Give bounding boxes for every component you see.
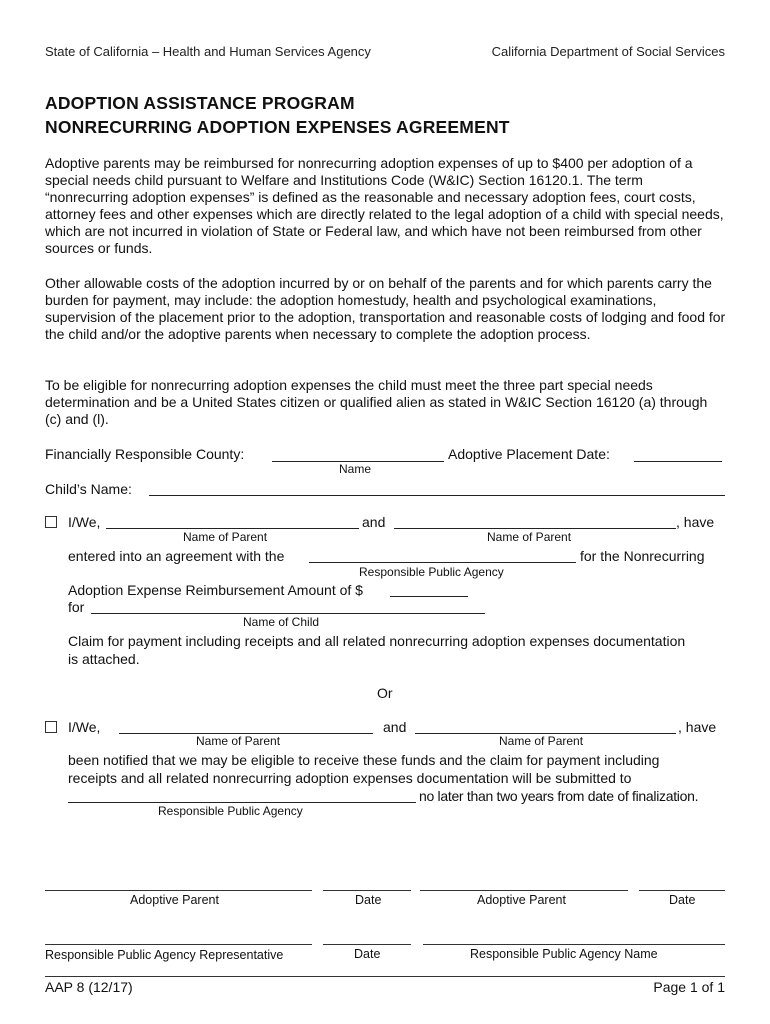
intro-paragraph: Adoptive parents may be reimbursed for nonrecurring adoption expenses of up to $400 per adoption of a special needs child pursuant to Welfare and Institutions Code (W&IC) Section 16120.1. The term “nonrecurring adoption expenses” is defined as the reasonable and necessary adoption fees, court costs, attorney fees and other expenses which are directly related to the legal adoption of a child with special needs, which are not incurred in violation of State or Federal law, and which have not been reimbursed from other sources or funds. (45, 155, 724, 256)
form-title-line2: NONRECURRING ADOPTION EXPENSES AGREEMENT (45, 117, 510, 137)
child-name-label: Child’s Name: (45, 481, 132, 497)
option1-have: , have (676, 514, 715, 530)
claim-attached-line1: Claim for payment including receipts and all related nonrecurring adoption expenses documentation (68, 633, 686, 649)
placement-date-label: Adoptive Placement Date: (448, 446, 610, 462)
allowable-costs-paragraph: Other allowable costs of the adoption incurred by or on behalf of the parents and for which parents carry the burden for payment, may include: the adoption homestudy, health and psychological examinations, supervision of the placement prior to the adoption, transportation and reasonable costs of lodging and food for the child and/or the adoptive parents when necessary to complete the adoption process. (45, 275, 726, 342)
option1-parent1-caption: Name of Parent (183, 530, 268, 544)
option2-and: and (383, 719, 407, 735)
option2-have: , have (678, 719, 717, 735)
reimbursement-amount-input[interactable] (390, 582, 468, 597)
option2-deadline: no later than two years from date of finalization. (419, 788, 699, 804)
form-title-line1: ADOPTION ASSISTANCE PROGRAM (45, 93, 355, 113)
option1-parent2-caption: Name of Parent (487, 530, 572, 544)
option1-parent2-input[interactable] (394, 514, 676, 529)
option2-text-line2: receipts and all related nonrecurring adoption expenses documentation will be submitted to (68, 770, 632, 786)
county-input[interactable] (272, 447, 444, 462)
option1-iwe: I/We, (68, 514, 101, 530)
footer-rule (45, 976, 725, 977)
page-number: Page 1 of 1 (653, 979, 725, 995)
option2-iwe: I/We, (68, 719, 101, 735)
adoptive-parent-caption-2: Adoptive Parent (477, 893, 566, 907)
county-caption: Name (339, 462, 372, 476)
adoptive-parent-caption-1: Adoptive Parent (130, 893, 219, 907)
adoptive-parent-signature-line-1[interactable] (45, 890, 312, 891)
header-agency: State of California – Health and Human Services Agency (45, 44, 371, 59)
date-caption-3: Date (354, 947, 381, 961)
option2-agency-input[interactable] (68, 788, 416, 803)
header-department: California Department of Social Services (491, 44, 725, 59)
option1-parent1-input[interactable] (106, 514, 359, 529)
agency-representative-signature-line[interactable] (45, 944, 312, 945)
child-name-input[interactable] (149, 481, 725, 496)
date-line-3[interactable] (323, 944, 411, 945)
placement-date-input[interactable] (634, 447, 722, 462)
option1-entered-text: entered into an agreement with the (68, 548, 285, 564)
option2-parent1-caption: Name of Parent (196, 734, 281, 748)
date-caption-1: Date (355, 893, 382, 907)
date-line-1[interactable] (323, 890, 411, 891)
agency-name-caption: Responsible Public Agency Name (470, 947, 658, 961)
reimbursement-label: Adoption Expense Reimbursement Amount of $ (68, 582, 363, 598)
form-id: AAP 8 (12/17) (45, 979, 133, 995)
or-separator: Or (377, 685, 393, 701)
option1-for-nonrecurring: for the Nonrecurring (580, 548, 705, 564)
county-label: Financially Responsible County: (45, 446, 245, 462)
agency-name-line[interactable] (423, 944, 725, 945)
agency-representative-caption: Responsible Public Agency Representative (45, 948, 284, 962)
option2-parent2-caption: Name of Parent (499, 734, 584, 748)
option1-child-name-input[interactable] (91, 599, 485, 614)
claim-attached-line2: is attached. (68, 651, 140, 667)
option2-parent2-input[interactable] (415, 719, 676, 734)
eligibility-paragraph: To be eligible for nonrecurring adoption expenses the child must meet the three part special needs determination and be a United States citizen or qualified alien as stated in W&IC Section 16120 (a) through (c) and (l). (45, 377, 708, 427)
option1-child-caption: Name of Child (243, 615, 320, 629)
option2-text-line1: been notified that we may be eligible to receive these funds and the claim for payment including (68, 752, 660, 768)
adoptive-parent-signature-line-2[interactable] (420, 890, 628, 891)
option2-parent1-input[interactable] (119, 719, 373, 734)
option1-for-label: for (68, 599, 85, 615)
date-caption-2: Date (669, 893, 696, 907)
option1-agency-caption: Responsible Public Agency (359, 565, 504, 579)
date-line-2[interactable] (639, 890, 725, 891)
option2-agency-caption: Responsible Public Agency (158, 804, 303, 818)
option1-agency-input[interactable] (309, 548, 576, 563)
option1-checkbox[interactable] (45, 516, 57, 528)
option2-checkbox[interactable] (45, 721, 57, 733)
option1-and: and (362, 514, 386, 530)
